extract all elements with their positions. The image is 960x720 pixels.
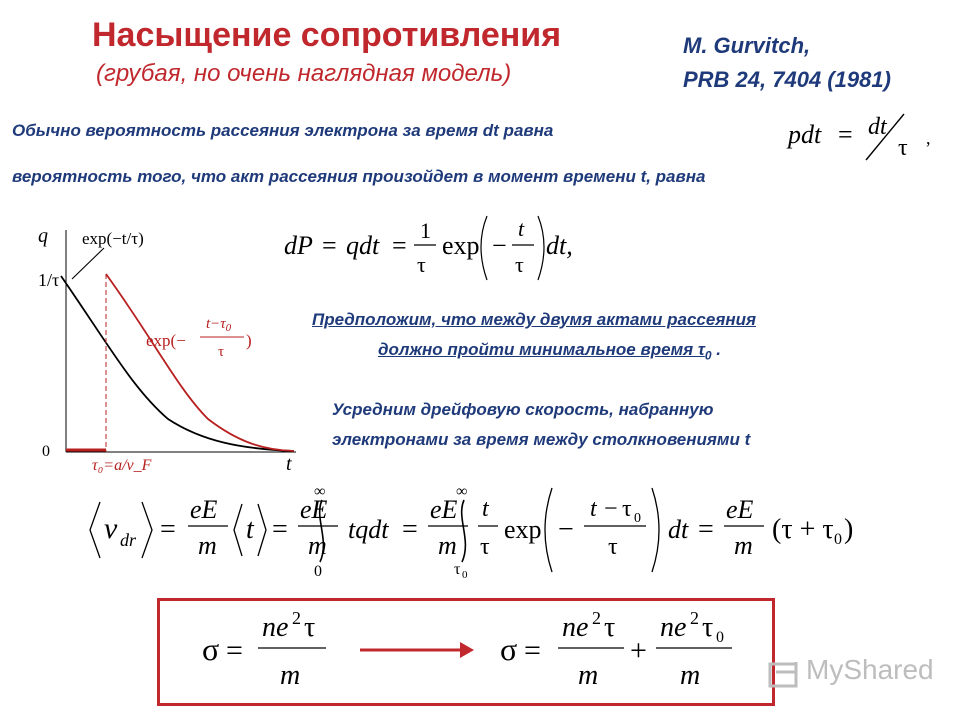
svg-text:t: t (590, 496, 597, 522)
svg-text:τ: τ (304, 612, 316, 643)
svg-text:dt: dt (868, 114, 887, 140)
svg-text:∞: ∞ (456, 483, 468, 500)
svg-text:−: − (492, 231, 507, 260)
svg-text:0: 0 (314, 563, 322, 578)
svg-text:τ: τ (515, 252, 524, 277)
svg-text:exp: exp (442, 231, 480, 260)
svg-text:exp: exp (504, 515, 542, 544)
curve-exp-shifted (106, 274, 294, 451)
svg-text:(τ + τ: (τ + τ (772, 514, 834, 545)
svg-text:dt,: dt, (546, 231, 573, 260)
svg-text:eE: eE (300, 495, 328, 524)
reference-author: M. Gurvitch, (683, 33, 811, 58)
svg-text:τ: τ (702, 612, 714, 643)
svg-text:0: 0 (634, 511, 641, 526)
page-subtitle: (грубая, но очень наглядная модель) (96, 60, 512, 87)
text-average-2: электронами за время между столкновениями t (332, 430, 751, 449)
svg-text:=: = (322, 231, 337, 260)
svg-text:m: m (680, 660, 701, 691)
svg-text:,: , (926, 128, 931, 148)
formula-drift-velocity (84, 478, 864, 578)
svg-text:m: m (734, 531, 753, 560)
svg-text:∞: ∞ (314, 483, 326, 500)
svg-text:tqdt: tqdt (348, 515, 389, 544)
watermark-icon (766, 656, 806, 690)
watermark-text: MyShared (806, 654, 934, 685)
svg-text:=: = (524, 634, 541, 667)
formula-result (200, 602, 740, 702)
svg-text:τ: τ (417, 252, 426, 277)
svg-text:m: m (438, 531, 457, 560)
svg-text:dt: dt (668, 515, 689, 544)
text-scattering-moment: вероятность того, что акт рассеяния произойдет в момент времени t, равна (12, 167, 706, 186)
svg-text:t: t (482, 496, 489, 522)
scattering-graph (28, 214, 304, 474)
callout-line (72, 248, 104, 279)
tau0-label: τ₀=a/v_F (92, 457, 152, 474)
text-scattering-probability: Обычно вероятность рассеяния электрона за время dt равна (12, 121, 554, 140)
svg-text:σ: σ (202, 631, 220, 667)
text-assumption-2: должно пройти минимальное время $\tau_0$ . (378, 340, 721, 363)
svg-text:τ: τ (454, 561, 461, 578)
formula-pdt (784, 108, 944, 166)
svg-text:eE: eE (726, 495, 754, 524)
svg-text:ne: ne (262, 612, 289, 643)
t-axis-label: t (286, 453, 292, 474)
q-axis-label: q (38, 225, 48, 247)
one-over-tau-label: 1/τ (38, 270, 60, 290)
svg-text:−: − (558, 514, 574, 545)
svg-text:m: m (280, 660, 301, 691)
svg-text:2: 2 (292, 608, 301, 628)
zero-label: 0 (42, 443, 50, 460)
svg-text:τ: τ (218, 344, 225, 360)
svg-text:2: 2 (690, 608, 699, 628)
svg-text:v: v (104, 512, 118, 545)
svg-text:=: = (272, 514, 288, 545)
formula-dP (282, 208, 582, 288)
text-assumption-1: Предположим, что между двумя актами рассеяния (312, 310, 757, 329)
svg-text:pdt: pdt (788, 120, 822, 149)
svg-text:ne: ne (562, 612, 589, 643)
svg-text:0: 0 (716, 629, 724, 646)
svg-text:−: − (604, 496, 618, 522)
svg-text:+: + (630, 634, 647, 667)
svg-text:t: t (518, 216, 525, 241)
svg-text:=: = (402, 514, 418, 545)
svg-text:): ) (246, 331, 252, 350)
svg-text:t: t (246, 514, 254, 545)
svg-text:ne: ne (660, 612, 687, 643)
svg-text:τ: τ (622, 496, 632, 522)
svg-text:m: m (308, 531, 327, 560)
svg-text:=: = (838, 120, 853, 149)
svg-text:dr: dr (120, 530, 137, 550)
svg-text:τ: τ (898, 135, 908, 161)
svg-text:): ) (844, 514, 854, 545)
curve-exp-label: exp(−t/τ) (82, 229, 144, 248)
svg-text:dP: dP (284, 231, 313, 260)
svg-text:0: 0 (462, 569, 468, 578)
svg-text:0: 0 (834, 531, 842, 548)
svg-text:eE: eE (430, 495, 458, 524)
svg-text:τ: τ (608, 534, 618, 560)
reference-citation: PRB 24, 7404 (1981) (683, 67, 891, 92)
svg-text:m: m (198, 531, 217, 560)
svg-text:eE: eE (190, 495, 218, 524)
svg-text:qdt: qdt (346, 231, 380, 260)
text-average-1: Усредним дрейфовую скорость, набранную (332, 400, 714, 419)
svg-text:=: = (698, 514, 714, 545)
svg-text:t−τ0: $t-\tau_0$ (206, 316, 232, 334)
svg-text:=: = (160, 514, 176, 545)
svg-text:2: 2 (592, 608, 601, 628)
svg-text:τ: τ (480, 534, 490, 560)
svg-text:1: 1 (420, 218, 431, 243)
svg-text:=: = (392, 231, 407, 260)
svg-text:m: m (578, 660, 599, 691)
svg-text:=: = (226, 634, 243, 667)
curve-exp-shifted-label: exp(− (146, 331, 186, 350)
page-title: Насыщение сопротивления (92, 16, 562, 54)
curve-exp (61, 276, 294, 451)
svg-text:τ: τ (604, 612, 616, 643)
svg-text:σ: σ (500, 631, 518, 667)
